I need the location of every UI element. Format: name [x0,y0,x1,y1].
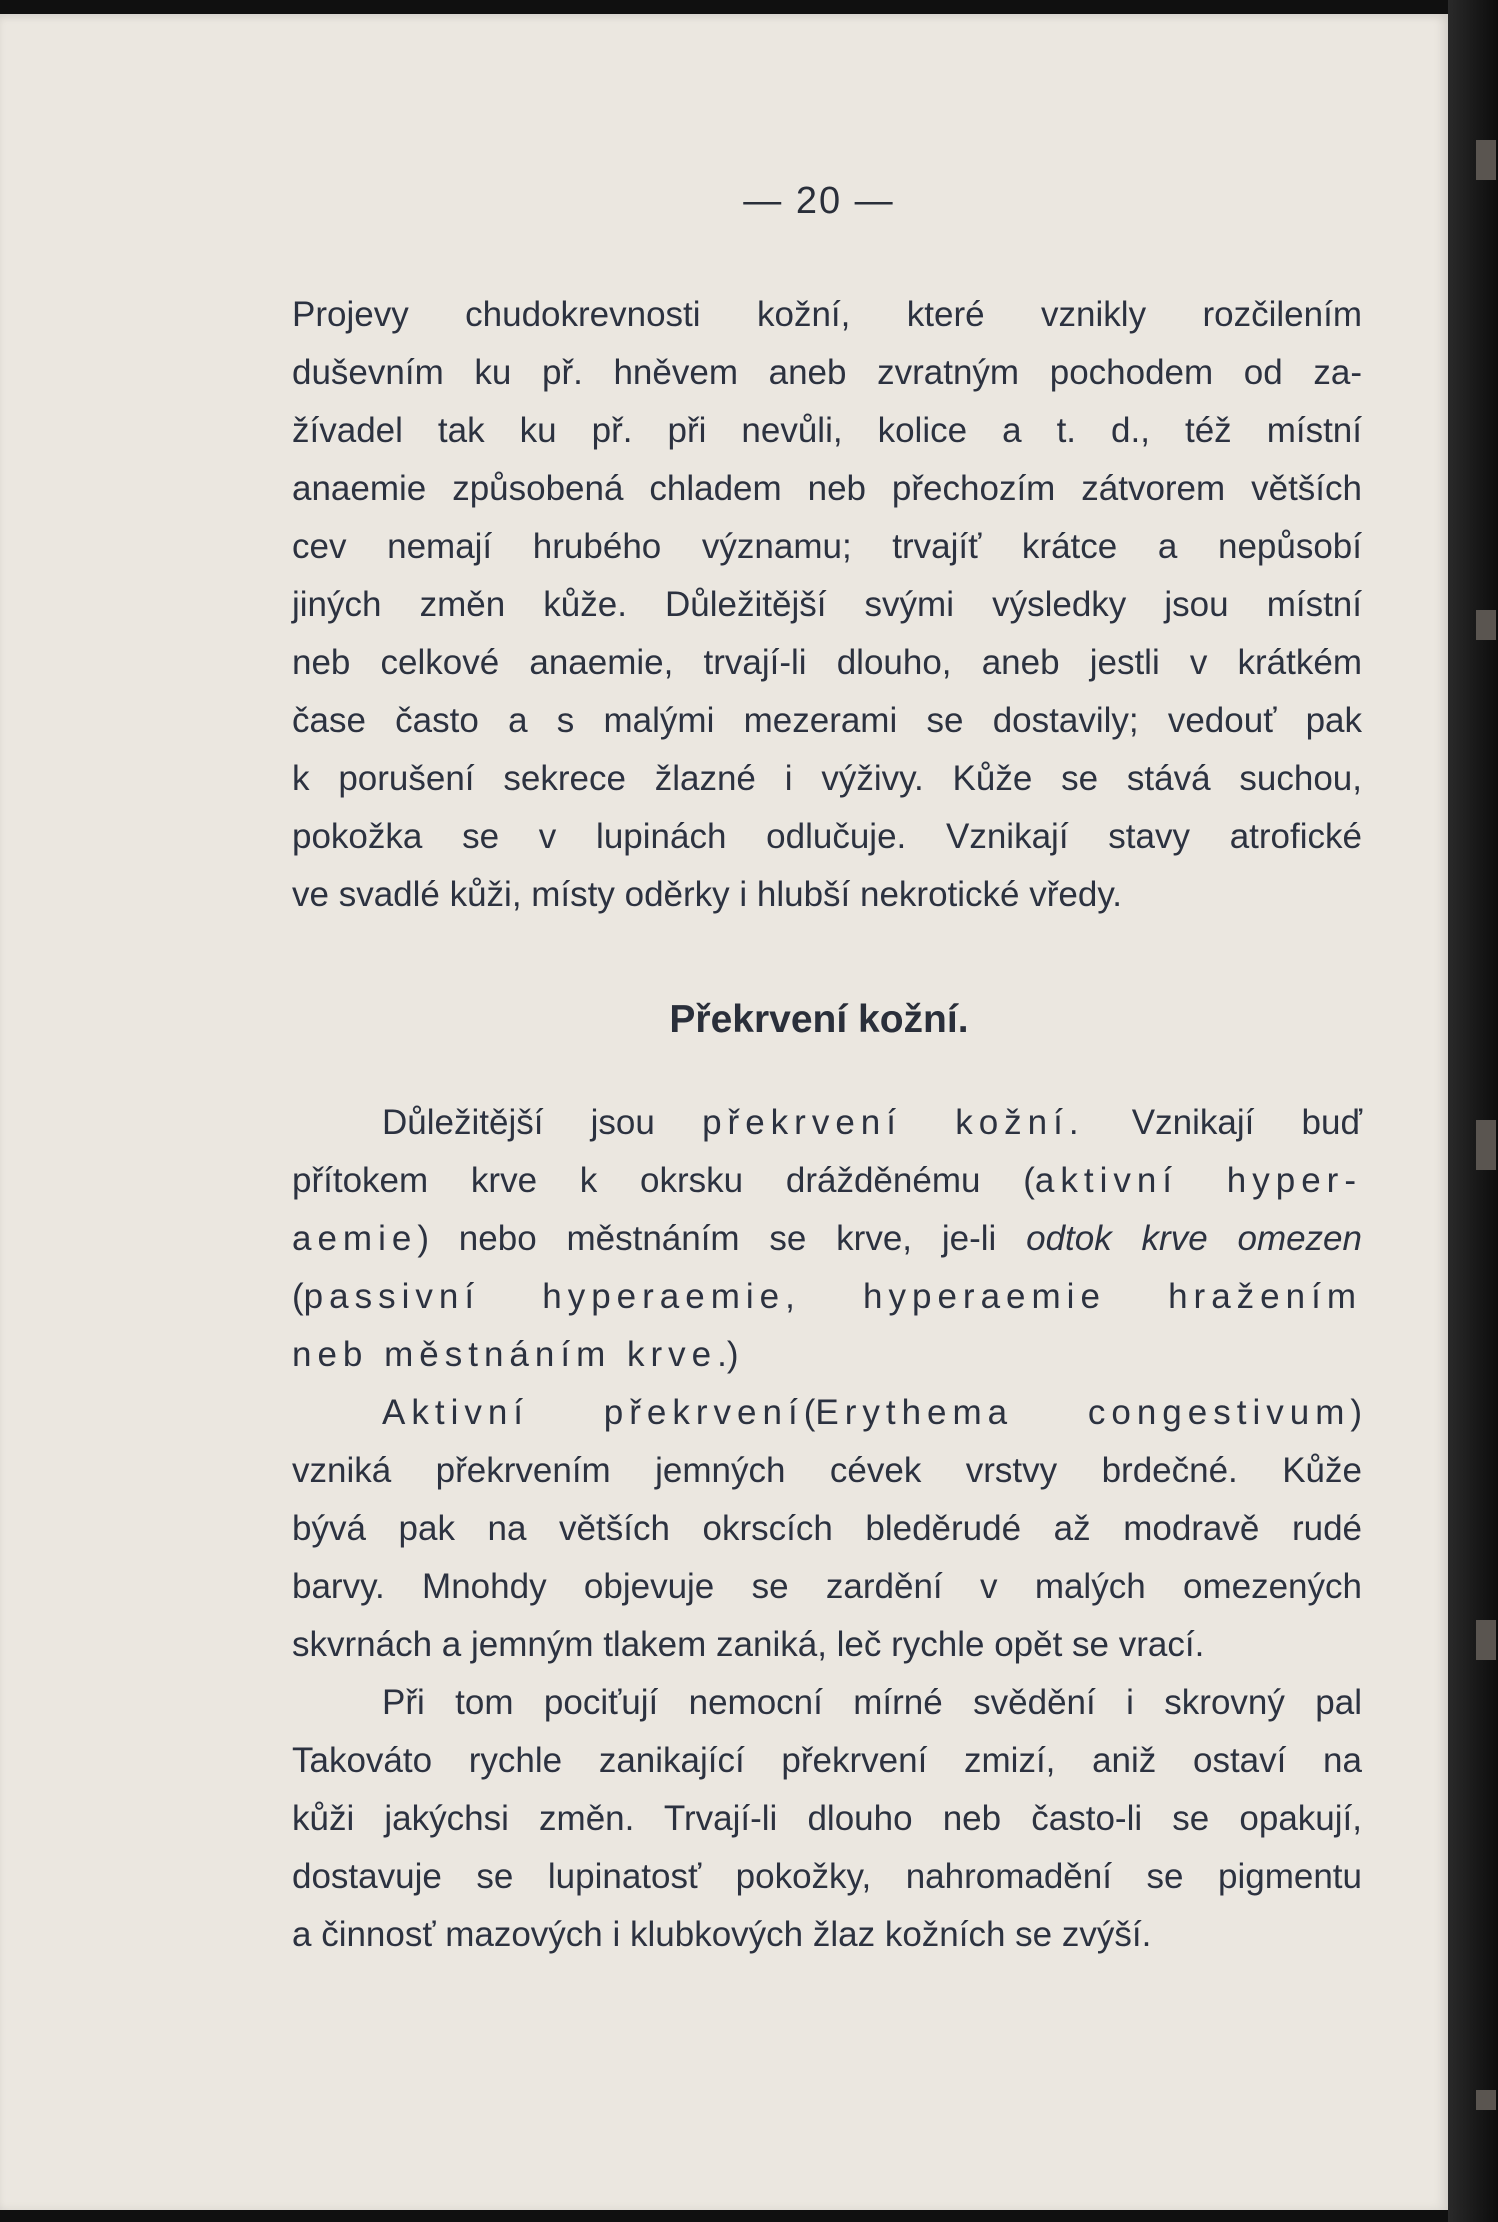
text-line [292,1210,1362,1268]
page-edge [1448,0,1498,2222]
text-run: passivní hyperaemie, hyperaemie hražením [303,1277,1362,1316]
text-run: neb městnáním krve [292,1335,718,1374]
text-line: cev nemají hrubého významu; trvajíť krátce a nepůsobí [292,527,1362,566]
text-line [292,1152,1362,1210]
text-line: žívadel tak ku př. při nevůli, kolice a t. d., též místní [292,411,1362,450]
text-run: ( [803,1393,816,1432]
text-line: jiných změn kůže. Důležitější svými výsledky jsou místní [292,585,1362,624]
text-line: a činnosť mazových i klubkových žlaz kožních se zvýší. [292,1915,1152,1954]
edge-mark [1476,140,1496,180]
text-run: .) [717,1335,739,1374]
text-line: bývá pak na větších okrscích bleděrudé až modravě rudé [292,1509,1362,1548]
text-line: kůži jakýchsi změn. Trvají-li dlouho neb často-li se opakují, [292,1799,1362,1838]
edge-mark [1476,610,1496,640]
text-run: odtok krve omezen [1026,1219,1362,1258]
text-run: Erythema congestivum [815,1393,1351,1432]
text-line: čase často a s malými mezerami se dostavily; vedouť pak [292,701,1362,740]
text-line: pokožka se v lupinách odlučuje. Vznikají stavy atrofické [292,817,1362,856]
text-line: vzniká překrvením jemných cévek vrstvy brdečné. Kůže [292,1451,1362,1490]
text-run: přítokem krve k okrsku drážděnému ( [292,1161,1035,1200]
text-run: Důležitější jsou [382,1103,655,1142]
edge-mark [1476,1120,1496,1170]
text-run: překrvení kožní. [702,1103,1085,1142]
edge-mark [1476,2090,1496,2110]
text-line [292,1326,1362,1384]
paragraph-hyperaemia [292,1094,1362,1964]
text-line [292,1384,1362,1442]
text-run: ) nebo městnáním se krve, je-li [417,1219,997,1258]
page-number: — 20 — [743,180,895,222]
text-line: Projevy chudokrevnosti kožní, které vznikly rozčilením [292,295,1362,334]
text-run: ( [292,1277,304,1316]
text-line: skvrnách a jemným tlakem zaniká, leč rychle opět se vrací. [292,1625,1205,1664]
text-line: ve svadlé kůži, místy oděrky i hlubší nekrotické vředy. [292,875,1122,914]
text-run: Vznikají buď [1131,1103,1363,1142]
paragraph-anaemia [292,286,1362,924]
text-line: duševním ku př. hněvem aneb zvratným pochodem od za- [292,353,1362,392]
text-line: anaemie způsobená chladem neb přechozím zátvorem větších [292,469,1362,508]
text-run: aktivní hyper- [1034,1161,1362,1200]
edge-mark [1476,1620,1496,1660]
section-heading: Překrvení kožní. [669,998,969,1041]
text-run: aemie [292,1219,418,1258]
text-run: ) [1350,1393,1363,1432]
text-line: Takováto rychle zanikající překrvení zmizí, aniž ostaví na [292,1741,1362,1780]
text-line: barvy. Mnohdy objevuje se zardění v malých omezených [292,1567,1362,1606]
text-line: Při tom pociťují nemocní mírné svědění i skrovný pal [382,1683,1362,1722]
text-run: Aktivní překrvení [382,1393,804,1432]
text-line: dostavuje se lupinatosť pokožky, nahromadění se pigmentu [292,1857,1362,1896]
text-line: neb celkové anaemie, trvají-li dlouho, aneb jestli v krátkém [292,643,1362,682]
text-line [292,1094,1362,1152]
text-line: k porušení sekrece žlazné i výživy. Kůže se stává suchou, [292,759,1362,798]
text-line [292,1268,1362,1326]
